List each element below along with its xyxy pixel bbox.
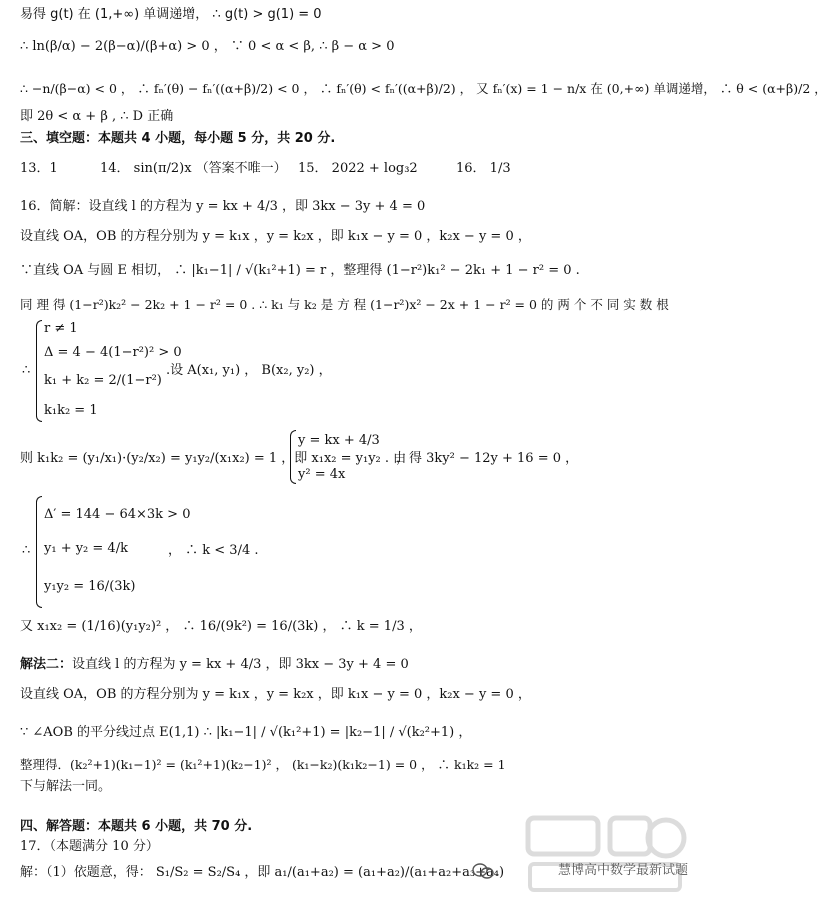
system-row: y² = 4x [298,467,346,482]
system-row: k₁ + k₂ = 2/(1−r²) [44,373,162,388]
text-line-2: ∴ ln(β/α) − 2(β−α)/(β+α) > 0 ， ∵ 0 < α < β, ∴ β − α > 0 [20,39,395,54]
solution-16-line-4: 同 理 得 (1−r²)k₂² − 2k₂ + 1 − r² = 0 . ∴ k₁ 与 k₂ 是 方 程 (1−r²)x² − 2x + 1 − r² = 0 的 两 个 不 同 实 数 根 [20,297,669,312]
question-17-title: 17．（本题满分 10 分） [20,839,159,854]
system-row: k₁k₂ = 1 [44,403,98,418]
system-row: Δ′ = 144 − 64×3k > 0 [44,507,191,522]
text-line-4: 即 2θ < α + β , ∴ D 正确 [20,109,174,124]
section-3-heading: 三、填空题：本题共 4 小题，每小题 5 分，共 20 分. [20,131,336,146]
system-bracket [36,320,42,422]
watermark-text: 慧博高中数学最新试题 [557,863,688,878]
system-row: y₁y₂ = 16/(3k) [44,579,136,594]
system-bracket [290,430,296,484]
text-line-1: 易得 g(t) 在 (1,+∞) 单调递增， ∴ g(t) > g(1) = 0 [20,7,322,22]
system-tail: ， ∴ k < 3/4 . [168,543,259,558]
question-17-line-1: 解：（1）依题意，得： S₁/S₂ = S₂/S₄ ，即 a₁/(a₁+a₂) = (a₁+a₂)/(a₁+a₂+a₃+a₄) [20,865,505,880]
method-2-line-2: 设直线 OA，OB 的方程分别为 y = k₁x ，y = k₂x ，即 k₁x − y = 0 ，k₂x − y = 0 ， [20,687,531,702]
method-2-line-4: 整理得．(k₂²+1)(k₁−1)² = (k₁²+1)(k₂−1)² ， (k₁−k₂)(k₁k₂−1) = 0 ， ∴ k₁k₂ = 1 [20,757,506,772]
system-bracket [36,496,42,608]
system-tail: .设 A(x₁, y₁) ， B(x₂, y₂) ， [166,363,332,378]
system-row: Δ = 4 − 4(1−r²)² > 0 [44,345,182,360]
solution-16-line-6: 又 x₁x₂ = (1/16)(y₁y₂)² ， ∴ 16/(9k²) = 16/(3k) ， ∴ k = 1/3 ， [20,619,422,634]
watermark-logo [520,808,690,896]
method-2-line-1 [20,656,409,674]
system-row: r ≠ 1 [44,321,78,336]
solution-16-line-1: 16．简解：设直线 l 的方程为 y = kx + 4/3 ，即 3kx − 3y + 4 = 0 [20,199,426,214]
system-tail: ，得 3ky² − 12y + 16 = 0 ， [396,451,579,466]
method-2-label: 解法二： [20,657,73,672]
system-row: y = kx + 4/3 [298,433,380,448]
method-2-text: 设直线 l 的方程为 y = kx + 4/3 ，即 3kx − 3y + 4 = 0 [72,657,409,672]
text-line-3: ∴ −n/(β−α) < 0 ， ∴ fₙ′(θ) − fₙ′((α+β)/2) < 0 ， ∴ fₙ′(θ) < fₙ′((α+β)/2) ， 又 fₙ′(x) = 1 − n/x 在 (0,+∞) 单调递增， ∴ θ < (α+β)/2 ， [20,81,827,96]
section-4-heading: 四、解答题：本题共 6 小题，共 70 分. [20,819,253,834]
system-row: y₁ + y₂ = 4/k [44,541,128,556]
answer-13: 13．1 [20,161,58,176]
method-2-line-5: 下与解法一同。 [20,779,112,794]
answer-16: 16． 1/3 [456,161,511,176]
therefore-symbol: ∴ [22,363,31,378]
answer-14: 14． sin(π/2)x （答案不唯一） [100,161,287,176]
solution-16-line-2: 设直线 OA，OB 的方程分别为 y = k₁x ，y = k₂x ，即 k₁x − y = 0 ，k₂x − y = 0 ， [20,229,531,244]
wechat-icon [472,862,494,880]
solution-16-line-3: ∵直线 OA 与圆 E 相切， ∴ |k₁−1| / √(k₁²+1) = r ，整理得 (1−r²)k₁² − 2k₁ + 1 − r² = 0 . [20,263,580,278]
method-2-line-3: ∵ ∠AOB 的平分线过点 E(1,1) ∴ |k₁−1| / √(k₁²+1) = |k₂−1| / √(k₂²+1) ， [20,725,472,740]
therefore-symbol: ∴ [22,543,31,558]
solution-16-line-5: 则 k₁k₂ = (y₁/x₁)·(y₂/x₂) = y₁y₂/(x₁x₂) = 1 ，即 x₁x₂ = y₁y₂ . 由 [20,451,407,466]
answer-15: 15． 2022 + log₃2 [298,161,418,176]
